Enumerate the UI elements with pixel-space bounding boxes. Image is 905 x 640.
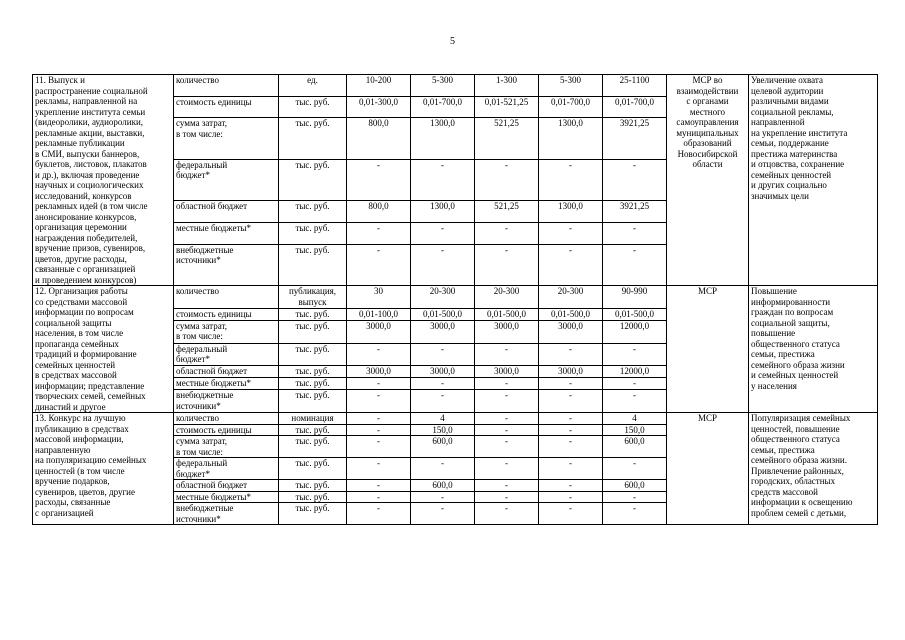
indicator-name: количество xyxy=(174,286,279,309)
responsible-executor: МСР xyxy=(667,413,749,525)
total-value: - xyxy=(603,503,667,525)
year-2-value: - xyxy=(411,378,475,390)
year-2-value: - xyxy=(411,458,475,480)
year-1-value: 10-200 xyxy=(347,75,411,97)
year-3-value: - xyxy=(475,413,539,425)
table-row xyxy=(33,286,878,309)
year-4-value: - xyxy=(539,244,603,286)
year-1-value: 0,01-100,0 xyxy=(347,308,411,320)
indicator-name: стоимость единицы xyxy=(174,96,279,118)
year-2-value: 0,01-500,0 xyxy=(411,308,475,320)
unit-of-measure: тыс. руб. xyxy=(279,201,347,223)
year-4-value: - xyxy=(539,503,603,525)
year-4-value: - xyxy=(539,491,603,503)
year-1-value: - xyxy=(347,424,411,436)
year-3-value: - xyxy=(475,503,539,525)
year-3-value: - xyxy=(475,390,539,413)
unit-of-measure: ед. xyxy=(279,75,347,97)
unit-of-measure: тыс. руб. xyxy=(279,320,347,343)
year-2-value: 1300,0 xyxy=(411,201,475,223)
total-value: - xyxy=(603,390,667,413)
year-1-value: - xyxy=(347,343,411,366)
total-value: 12000,0 xyxy=(603,320,667,343)
year-4-value: - xyxy=(539,480,603,492)
year-4-value: 5-300 xyxy=(539,75,603,97)
indicator-name: местные бюджеты* xyxy=(174,222,279,244)
year-2-value: - xyxy=(411,503,475,525)
year-3-value: - xyxy=(475,480,539,492)
indicator-name: стоимость единицы xyxy=(174,424,279,436)
unit-of-measure: тыс. руб. xyxy=(279,343,347,366)
year-2-value: 600,0 xyxy=(411,436,475,458)
year-3-value: 0,01-521,25 xyxy=(475,96,539,118)
year-1-value: - xyxy=(347,436,411,458)
indicator-name: внебюджетные источники* xyxy=(174,390,279,413)
unit-of-measure: тыс. руб. xyxy=(279,118,347,159)
year-3-value: 1-300 xyxy=(475,75,539,97)
table-row xyxy=(33,413,878,425)
year-1-value: - xyxy=(347,503,411,525)
year-2-value: - xyxy=(411,222,475,244)
year-2-value: - xyxy=(411,343,475,366)
total-value: - xyxy=(603,343,667,366)
indicator-name: областной бюджет xyxy=(174,366,279,378)
year-1-value: 3000,0 xyxy=(347,366,411,378)
indicator-name: федеральный бюджет* xyxy=(174,343,279,366)
year-4-value: - xyxy=(539,222,603,244)
expected-result: Увеличение охвата целевой аудитории различными видами социальной рекламы, направленной на укрепление института семьи, поддержание престижа материнства и отцовства, сохранение семейных ценностей и других социально значимых цели xyxy=(749,75,878,286)
unit-of-measure: тыс. руб. xyxy=(279,480,347,492)
total-value: 90-990 xyxy=(603,286,667,309)
year-3-value: - xyxy=(475,458,539,480)
unit-of-measure: тыс. руб. xyxy=(279,436,347,458)
expected-result: Популяризация семейных ценностей, повышение общественного статуса семьи, престижа семейного образа жизни. Привлечение районных, городских, областных средств массовой информации к освещению проблем семей с детьми, xyxy=(749,413,878,525)
indicator-name: федеральный бюджет* xyxy=(174,159,279,200)
year-2-value: - xyxy=(411,491,475,503)
indicator-name: областной бюджет xyxy=(174,480,279,492)
indicator-name: местные бюджеты* xyxy=(174,491,279,503)
year-1-value: 0,01-300,0 xyxy=(347,96,411,118)
indicator-name: сумма затрат, в том числе: xyxy=(174,118,279,159)
year-1-value: - xyxy=(347,244,411,286)
indicator-name: сумма затрат, в том числе: xyxy=(174,320,279,343)
total-value: 600,0 xyxy=(603,480,667,492)
unit-of-measure: тыс. руб. xyxy=(279,491,347,503)
indicator-name: внебюджетные источники* xyxy=(174,244,279,286)
year-2-value: - xyxy=(411,390,475,413)
year-4-value: - xyxy=(539,159,603,200)
year-1-value: 800,0 xyxy=(347,118,411,159)
year-4-value: 1300,0 xyxy=(539,201,603,223)
unit-of-measure: тыс. руб. xyxy=(279,458,347,480)
year-1-value: - xyxy=(347,413,411,425)
unit-of-measure: тыс. руб. xyxy=(279,424,347,436)
unit-of-measure: публикация, выпуск xyxy=(279,286,347,309)
year-4-value: - xyxy=(539,436,603,458)
year-2-value: 5-300 xyxy=(411,75,475,97)
indicator-name: стоимость единицы xyxy=(174,308,279,320)
unit-of-measure: тыс. руб. xyxy=(279,159,347,200)
year-3-value: - xyxy=(475,378,539,390)
expected-result: Повышение информированности граждан по вопросам социальной защиты, повышение общественного статуса семьи, престижа семейного образа жизни и семейных ценностей у населения xyxy=(749,286,878,413)
total-value: 600,0 xyxy=(603,436,667,458)
year-3-value: 3000,0 xyxy=(475,366,539,378)
table-row xyxy=(33,75,878,97)
total-value: 0,01-500,0 xyxy=(603,308,667,320)
year-4-value: 3000,0 xyxy=(539,320,603,343)
unit-of-measure: тыс. руб. xyxy=(279,503,347,525)
indicator-name: количество xyxy=(174,413,279,425)
year-3-value: 20-300 xyxy=(475,286,539,309)
year-4-value: 20-300 xyxy=(539,286,603,309)
total-value: - xyxy=(603,244,667,286)
year-3-value: - xyxy=(475,491,539,503)
year-1-value: 3000,0 xyxy=(347,320,411,343)
year-3-value: 3000,0 xyxy=(475,320,539,343)
measure-description: 13. Конкурс на лучшую публикацию в средствах массовой информации, направленную на популяризацию семейных ценностей (в том числе вручение подарков, сувениров, цветов, другие расходы, связанные с организацией xyxy=(33,413,174,525)
year-4-value: 3000,0 xyxy=(539,366,603,378)
year-4-value: - xyxy=(539,378,603,390)
indicator-name: федеральный бюджет* xyxy=(174,458,279,480)
total-value: 0,01-700,0 xyxy=(603,96,667,118)
year-2-value: 3000,0 xyxy=(411,366,475,378)
year-1-value: - xyxy=(347,378,411,390)
year-3-value: 0,01-500,0 xyxy=(475,308,539,320)
year-1-value: - xyxy=(347,491,411,503)
total-value: 3921,25 xyxy=(603,118,667,159)
year-4-value: - xyxy=(539,343,603,366)
measure-description: 12. Организация работы со средствами массовой информации по вопросам социальной защиты населения, в том числе пропаганда семейных традиций и формирование семейных ценностей в средствах массовой информации; представление творческих семей, семейных династий и другое xyxy=(33,286,174,413)
year-1-value: - xyxy=(347,480,411,492)
year-1-value: - xyxy=(347,390,411,413)
year-2-value: 20-300 xyxy=(411,286,475,309)
year-3-value: - xyxy=(475,424,539,436)
year-1-value: 30 xyxy=(347,286,411,309)
indicator-name: внебюджетные источники* xyxy=(174,503,279,525)
year-3-value: - xyxy=(475,343,539,366)
year-3-value: - xyxy=(475,222,539,244)
responsible-executor: МСР во взаимодействии с органами местного самоуправления муниципальных образований Новосибирской области xyxy=(667,75,749,286)
year-3-value: - xyxy=(475,436,539,458)
year-3-value: 521,25 xyxy=(475,118,539,159)
unit-of-measure: тыс. руб. xyxy=(279,222,347,244)
year-1-value: - xyxy=(347,458,411,480)
year-2-value: - xyxy=(411,159,475,200)
total-value: 3921,25 xyxy=(603,201,667,223)
year-2-value: 3000,0 xyxy=(411,320,475,343)
year-3-value: - xyxy=(475,159,539,200)
indicator-name: областной бюджет xyxy=(174,201,279,223)
year-2-value: 0,01-700,0 xyxy=(411,96,475,118)
indicator-name: местные бюджеты* xyxy=(174,378,279,390)
year-2-value: 4 xyxy=(411,413,475,425)
year-4-value: - xyxy=(539,413,603,425)
total-value: 4 xyxy=(603,413,667,425)
year-4-value: - xyxy=(539,424,603,436)
year-3-value: - xyxy=(475,244,539,286)
indicator-name: сумма затрат, в том числе: xyxy=(174,436,279,458)
total-value: - xyxy=(603,491,667,503)
year-4-value: - xyxy=(539,390,603,413)
unit-of-measure: тыс. руб. xyxy=(279,96,347,118)
responsible-executor: МСР xyxy=(667,286,749,413)
year-4-value: - xyxy=(539,458,603,480)
unit-of-measure: тыс. руб. xyxy=(279,308,347,320)
total-value: 25-1100 xyxy=(603,75,667,97)
unit-of-measure: тыс. руб. xyxy=(279,244,347,286)
indicator-name: количество xyxy=(174,75,279,97)
year-4-value: 0,01-500,0 xyxy=(539,308,603,320)
unit-of-measure: номинация xyxy=(279,413,347,425)
year-2-value: 150,0 xyxy=(411,424,475,436)
year-4-value: 0,01-700,0 xyxy=(539,96,603,118)
unit-of-measure: тыс. руб. xyxy=(279,378,347,390)
measures-table xyxy=(32,74,878,525)
year-3-value: 521,25 xyxy=(475,201,539,223)
page-number: 5 xyxy=(450,36,455,47)
year-1-value: - xyxy=(347,222,411,244)
year-2-value: 600,0 xyxy=(411,480,475,492)
year-2-value: 1300,0 xyxy=(411,118,475,159)
year-2-value: - xyxy=(411,244,475,286)
year-1-value: 800,0 xyxy=(347,201,411,223)
measure-description: 11. Выпуск и распространение социальной рекламы, направленной на укрепление института семьи (видеоролики, аудиоролики, рекламные акции, выставки, рекламные публикации в СМИ, выпуски баннеров, буклетов, листовок, плакатов и др.), включая проведение научных и социологических исследований, конкурсов рекламных идей (в том числе анонсирование конкурсов, организация церемонии награждения победителей, вручение призов, сувениров, цветов, другие расходы, связанные с организацией и проведением конкурсов) xyxy=(33,75,174,286)
total-value: 150,0 xyxy=(603,424,667,436)
year-4-value: 1300,0 xyxy=(539,118,603,159)
unit-of-measure: тыс. руб. xyxy=(279,390,347,413)
unit-of-measure: тыс. руб. xyxy=(279,366,347,378)
total-value: - xyxy=(603,159,667,200)
total-value: 12000,0 xyxy=(603,366,667,378)
total-value: - xyxy=(603,222,667,244)
total-value: - xyxy=(603,378,667,390)
total-value: - xyxy=(603,458,667,480)
year-1-value: - xyxy=(347,159,411,200)
